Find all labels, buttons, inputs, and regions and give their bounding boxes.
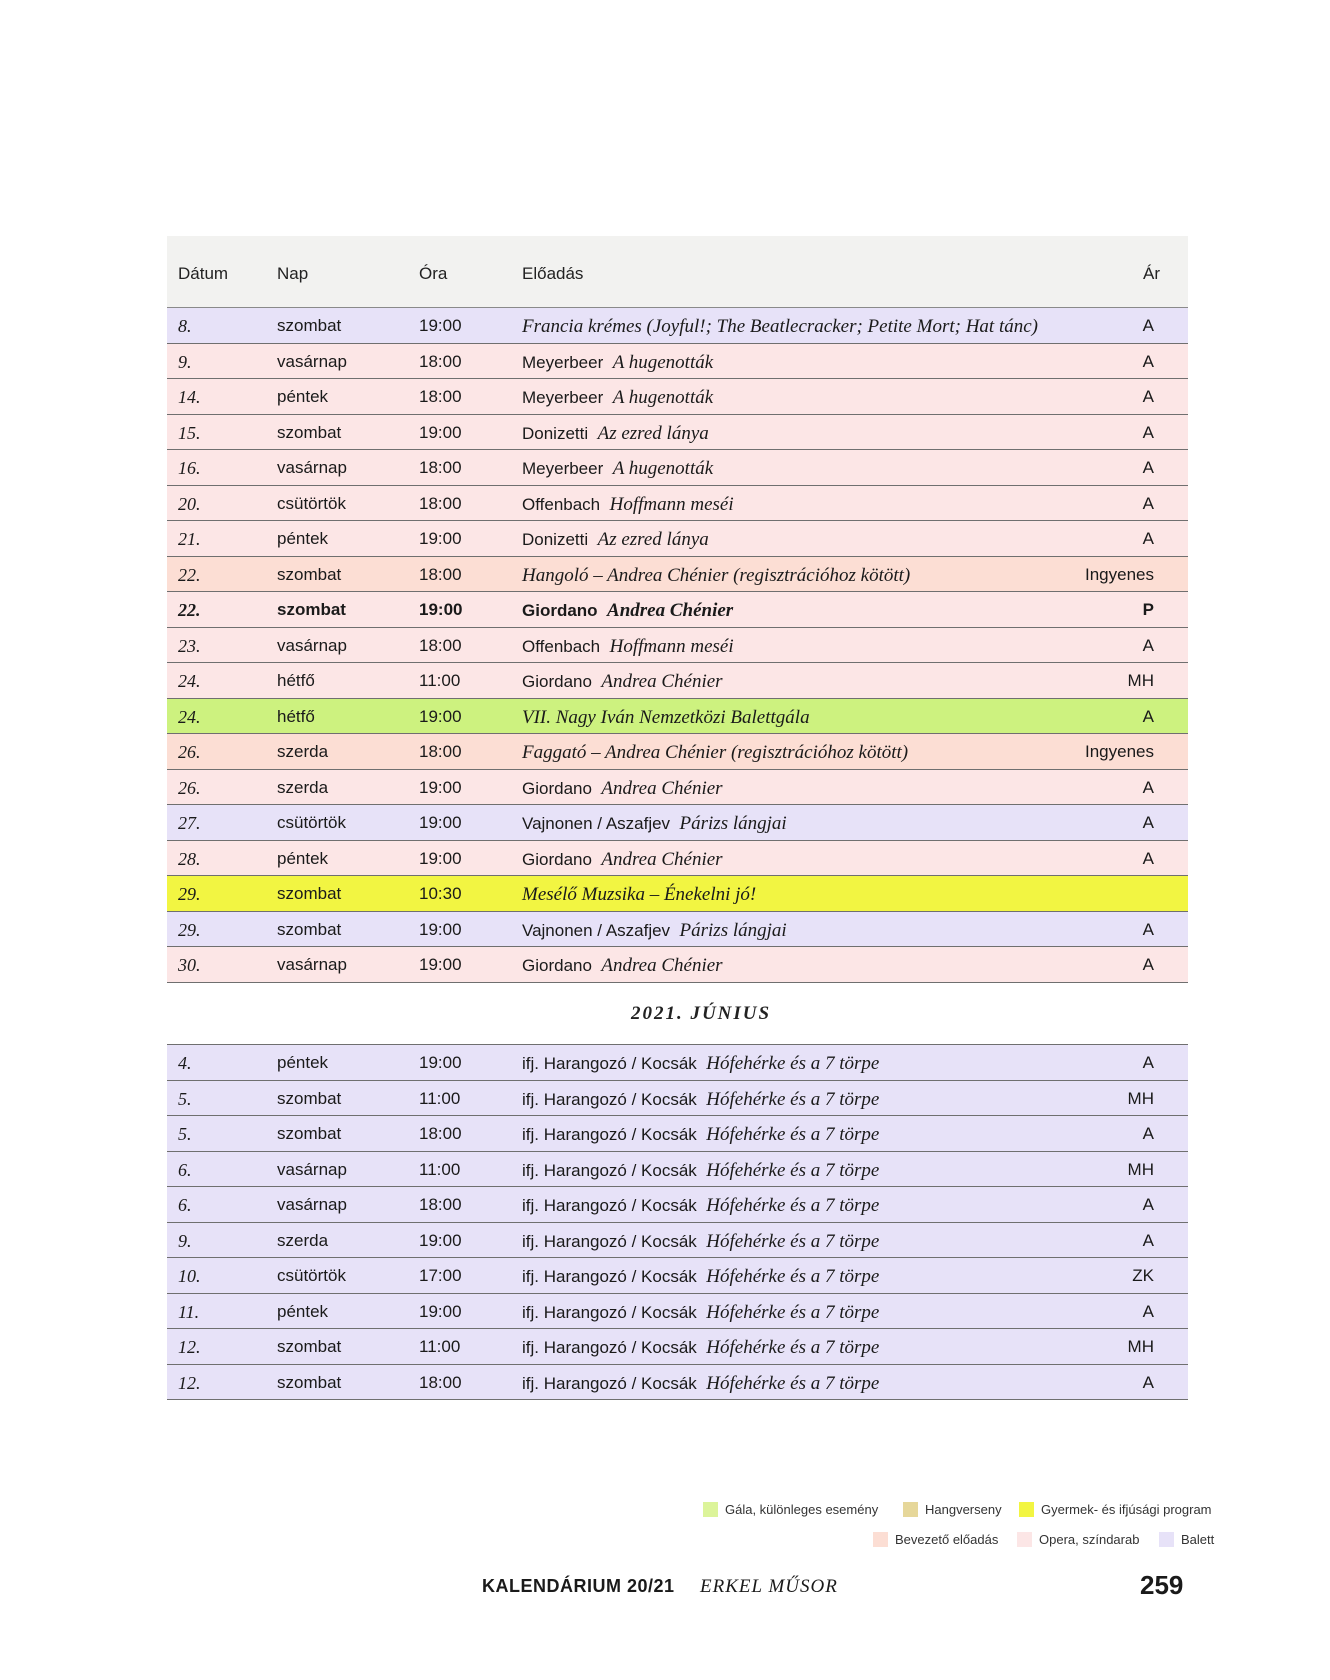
footer-subtitle: ERKEL MŰSOR — [700, 1576, 838, 1597]
schedule-row — [167, 1258, 1188, 1294]
may-rows — [167, 308, 1188, 983]
row-price: A — [1142, 1195, 1154, 1214]
row-price: A — [1142, 422, 1154, 442]
row-title: Hófehérke és a 7 törpe — [706, 1053, 880, 1074]
row-time: 10:30 — [419, 884, 462, 903]
row-date: 6. — [178, 1159, 192, 1180]
row-time: 19:00 — [419, 1301, 462, 1321]
row-day: vasárnap — [277, 1195, 347, 1214]
row-date: 4. — [178, 1053, 192, 1073]
row-title: Párizs lángjai — [679, 813, 787, 834]
schedule-row — [167, 1329, 1188, 1365]
row-time: 18:00 — [419, 387, 462, 406]
row-day: péntek — [277, 529, 329, 548]
row-composer: Vajnonen / Aszafjev — [522, 920, 671, 940]
row-performance — [522, 884, 756, 906]
row-composer: Meyerbeer — [522, 459, 604, 478]
june-rows — [167, 1044, 1188, 1400]
row-day: csütörtök — [277, 1266, 346, 1285]
row-price: A — [1142, 1372, 1154, 1392]
row-day: vasárnap — [277, 351, 347, 371]
row-date: 27. — [178, 813, 201, 833]
row-price: MH — [1127, 1159, 1154, 1179]
legend-label: Opera, színdarab — [1039, 1532, 1140, 1547]
row-price: MH — [1127, 1337, 1154, 1356]
page-number: 259 — [1140, 1570, 1184, 1600]
legend-swatch — [873, 1532, 888, 1547]
row-price: A — [1142, 529, 1154, 548]
row-date: 22. — [178, 564, 201, 585]
row-title: Mesélő Muzsika – Énekelni jó! — [522, 884, 757, 905]
row-price: A — [1142, 813, 1154, 832]
row-title: Hófehérke és a 7 törpe — [706, 1159, 880, 1181]
legend-item — [1159, 1532, 1214, 1547]
row-date: 30. — [178, 955, 201, 975]
row-composer: Meyerbeer — [522, 388, 604, 407]
row-title: Andrea Chénier — [601, 955, 723, 976]
row-title: A hugenották — [612, 351, 714, 373]
row-performance — [522, 742, 908, 764]
row-price: A — [1142, 919, 1154, 939]
row-time: 18:00 — [419, 1372, 462, 1392]
row-day: szerda — [277, 742, 329, 761]
row-performance — [522, 955, 723, 977]
row-composer: Giordano — [522, 849, 592, 869]
row-performance — [522, 707, 810, 729]
row-composer: Offenbach — [522, 636, 601, 656]
row-composer: Giordano — [522, 778, 592, 798]
row-day: hétfő — [277, 671, 315, 690]
schedule-row — [167, 876, 1188, 912]
row-performance — [522, 1302, 879, 1324]
schedule-row — [167, 1081, 1188, 1117]
row-composer: ifj. Harangozó / Kocsák — [522, 1338, 697, 1357]
schedule-row — [167, 734, 1188, 770]
row-day: vasárnap — [277, 1159, 347, 1179]
row-composer: Meyerbeer — [522, 352, 604, 372]
row-date: 6. — [178, 1195, 192, 1215]
row-composer: Offenbach — [522, 494, 601, 514]
row-date: 16. — [178, 458, 201, 478]
row-date: 26. — [178, 742, 201, 762]
legend-item — [873, 1532, 998, 1547]
row-date: 10. — [178, 1266, 201, 1286]
row-day: péntek — [277, 1301, 329, 1321]
row-date: 28. — [178, 848, 201, 869]
row-day: szerda — [277, 1230, 329, 1250]
row-date: 12. — [178, 1337, 201, 1357]
row-price: A — [1142, 1301, 1154, 1321]
row-title: Hófehérke és a 7 törpe — [706, 1372, 880, 1394]
row-title: Andrea Chénier — [607, 600, 734, 621]
row-performance — [522, 671, 723, 693]
row-composer: ifj. Harangozó / Kocsák — [522, 1267, 697, 1286]
legend-swatch — [903, 1502, 918, 1517]
row-time: 19:00 — [419, 316, 462, 335]
row-date: 15. — [178, 422, 201, 443]
schedule-row — [167, 1365, 1188, 1401]
schedule-row — [167, 379, 1188, 415]
row-date: 12. — [178, 1372, 201, 1393]
row-price: MH — [1127, 671, 1154, 690]
row-time: 18:00 — [419, 458, 462, 477]
row-performance — [522, 1231, 879, 1253]
header-date: Dátum — [178, 264, 229, 283]
legend-label: Hangverseny — [925, 1502, 1002, 1517]
schedule-row — [167, 805, 1188, 841]
schedule-row — [167, 415, 1188, 451]
legend-label: Gála, különleges esemény — [725, 1502, 879, 1517]
row-date: 5. — [178, 1124, 192, 1144]
row-time: 19:00 — [419, 955, 462, 974]
row-date: 9. — [178, 1230, 192, 1251]
row-day: szombat — [277, 1337, 342, 1356]
row-price: A — [1142, 493, 1154, 513]
row-time: 18:00 — [419, 1195, 462, 1214]
row-price: A — [1142, 351, 1154, 371]
row-performance — [522, 1195, 879, 1217]
schedule-row — [167, 592, 1188, 628]
row-price: A — [1142, 316, 1154, 335]
row-time: 11:00 — [419, 671, 461, 690]
row-performance — [522, 920, 787, 942]
row-day: szombat — [277, 316, 342, 335]
row-time: 18:00 — [419, 564, 462, 584]
legend-item — [703, 1502, 878, 1517]
row-performance — [522, 1266, 879, 1288]
row-title: Az ezred lánya — [597, 529, 709, 550]
schedule-row — [167, 1223, 1188, 1259]
legend-label: Bevezető előadás — [895, 1532, 999, 1547]
row-performance — [522, 778, 723, 800]
row-date: 26. — [178, 777, 201, 798]
row-date: 29. — [178, 884, 201, 904]
row-date: 21. — [178, 529, 201, 549]
row-time: 19:00 — [419, 813, 462, 832]
row-title: Faggató – Andrea Chénier (regisztrációhoz kötött) — [522, 742, 909, 763]
row-time: 18:00 — [419, 351, 462, 371]
row-day: szombat — [277, 1088, 342, 1108]
schedule-row — [167, 699, 1188, 735]
schedule-row — [167, 947, 1188, 983]
row-performance — [522, 1337, 879, 1359]
row-price: A — [1142, 955, 1154, 974]
schedule-row — [167, 344, 1188, 380]
row-date: 8. — [178, 316, 192, 336]
row-day: vasárnap — [277, 635, 347, 655]
row-day: szombat — [277, 919, 342, 939]
row-time: 18:00 — [419, 742, 462, 761]
row-day: szombat — [277, 422, 342, 442]
header-time: Óra — [419, 264, 448, 283]
row-composer: Vajnonen / Aszafjev — [522, 814, 671, 833]
row-time: 11:00 — [419, 1088, 461, 1108]
row-composer: ifj. Harangozó / Kocsák — [522, 1089, 697, 1109]
row-date: 9. — [178, 351, 192, 372]
row-performance — [522, 849, 723, 871]
row-title: Hófehérke és a 7 törpe — [706, 1195, 880, 1216]
row-performance — [522, 352, 713, 374]
row-title: Hófehérke és a 7 törpe — [706, 1230, 880, 1252]
row-title: VII. Nagy Iván Nemzetközi Balettgála — [522, 706, 810, 728]
row-performance — [522, 1160, 879, 1182]
row-performance — [522, 1373, 879, 1395]
row-date: 22. — [178, 600, 201, 620]
header-day: Nap — [277, 264, 309, 283]
row-performance — [522, 494, 734, 516]
schedule-row — [167, 912, 1188, 948]
row-price: A — [1142, 387, 1154, 406]
header-price: Ár — [1143, 264, 1160, 283]
row-composer: ifj. Harangozó / Kocsák — [522, 1302, 697, 1322]
legend-label: Gyermek- és ifjúsági program — [1041, 1502, 1212, 1517]
row-price: A — [1142, 706, 1154, 726]
row-performance — [522, 316, 1038, 338]
row-performance — [522, 565, 910, 587]
row-price: Ingyenes — [1085, 564, 1154, 584]
may-schedule-table — [167, 236, 1188, 983]
schedule-row — [167, 1045, 1188, 1081]
row-day: csütörtök — [277, 813, 346, 832]
row-time: 19:00 — [419, 1230, 462, 1250]
row-composer: ifj. Harangozó / Kocsák — [522, 1160, 697, 1180]
row-date: 5. — [178, 1088, 192, 1109]
table-header — [167, 236, 1188, 308]
row-day: hétfő — [277, 706, 315, 726]
row-performance — [522, 1089, 879, 1111]
row-day: szombat — [277, 600, 346, 619]
row-title: Hófehérke és a 7 törpe — [706, 1124, 880, 1145]
row-day: szerda — [277, 777, 329, 797]
row-performance — [522, 813, 787, 835]
row-title: Hófehérke és a 7 törpe — [706, 1088, 880, 1110]
footer-brand: KALENDÁRIUM 20/21 — [482, 1576, 675, 1596]
row-performance — [522, 636, 734, 658]
row-date: 14. — [178, 387, 201, 407]
row-composer: Donizetti — [522, 423, 589, 443]
row-title: Francia krémes (Joyful!; The Beatlecracker; Petite Mort; Hat tánc) — [522, 316, 1038, 337]
june-section-title: 2021. JÚNIUS — [630, 1003, 772, 1024]
legend-swatch — [1017, 1532, 1032, 1547]
row-title: Andrea Chénier — [601, 848, 723, 870]
row-price: A — [1142, 458, 1154, 477]
row-time: 19:00 — [419, 777, 462, 797]
row-day: péntek — [277, 1053, 329, 1072]
legend-item — [1019, 1502, 1212, 1517]
row-day: szombat — [277, 564, 342, 584]
row-day: szombat — [277, 884, 342, 903]
row-performance — [522, 1053, 879, 1075]
row-performance — [522, 600, 733, 622]
row-day: szombat — [277, 1124, 342, 1143]
row-time: 19:00 — [419, 1053, 462, 1072]
row-day: szombat — [277, 1372, 342, 1392]
row-composer: ifj. Harangozó / Kocsák — [522, 1054, 697, 1073]
schedule-row — [167, 557, 1188, 593]
legend-swatch — [1159, 1532, 1174, 1547]
row-day: vasárnap — [277, 458, 347, 477]
schedule-row — [167, 1116, 1188, 1152]
row-composer: Giordano — [522, 601, 598, 620]
row-day: péntek — [277, 387, 329, 406]
row-composer: Giordano — [522, 672, 592, 691]
row-price: A — [1142, 848, 1154, 868]
row-time: 19:00 — [419, 529, 462, 548]
row-performance — [522, 423, 709, 445]
row-time: 18:00 — [419, 493, 462, 513]
schedule-row — [167, 1152, 1188, 1188]
schedule-row — [167, 628, 1188, 664]
row-time: 17:00 — [419, 1266, 462, 1285]
row-price: A — [1142, 777, 1154, 797]
row-composer: ifj. Harangozó / Kocsák — [522, 1125, 697, 1144]
row-title: Hoffmann meséi — [609, 493, 734, 515]
row-composer: ifj. Harangozó / Kocsák — [522, 1196, 697, 1215]
row-title: Hófehérke és a 7 törpe — [706, 1266, 880, 1287]
row-title: A hugenották — [612, 458, 714, 479]
schedule-row — [167, 308, 1188, 344]
row-composer: ifj. Harangozó / Kocsák — [522, 1373, 697, 1393]
row-time: 11:00 — [419, 1159, 461, 1179]
row-date: 11. — [178, 1301, 200, 1322]
row-composer: Giordano — [522, 956, 592, 975]
row-day: vasárnap — [277, 955, 347, 974]
schedule-row — [167, 1294, 1188, 1330]
row-date: 24. — [178, 706, 201, 727]
schedule-row — [167, 521, 1188, 557]
row-performance — [522, 529, 709, 551]
row-title: A hugenották — [612, 387, 714, 408]
row-time: 18:00 — [419, 635, 462, 655]
row-time: 19:00 — [419, 919, 462, 939]
legend-item — [903, 1502, 1002, 1517]
schedule-row — [167, 841, 1188, 877]
schedule-row — [167, 663, 1188, 699]
row-title: Hófehérke és a 7 törpe — [706, 1301, 880, 1323]
row-time: 19:00 — [419, 848, 462, 868]
row-date: 29. — [178, 919, 201, 940]
header-performance: Előadás — [522, 264, 584, 283]
row-price: MH — [1127, 1088, 1154, 1108]
row-title: Hangoló – Andrea Chénier (regisztrációhoz kötött) — [522, 564, 911, 586]
row-time: 19:00 — [419, 706, 462, 726]
row-composer: ifj. Harangozó / Kocsák — [522, 1231, 697, 1251]
row-title: Hoffmann meséi — [609, 635, 734, 657]
row-price: A — [1142, 1053, 1154, 1072]
row-time: 19:00 — [419, 600, 463, 619]
row-title: Az ezred lánya — [597, 422, 709, 444]
row-time: 18:00 — [419, 1124, 462, 1143]
row-composer: Donizetti — [522, 530, 589, 549]
june-schedule-table — [167, 1044, 1188, 1400]
row-title: Andrea Chénier — [601, 671, 723, 692]
row-price: A — [1142, 1124, 1154, 1143]
row-date: 20. — [178, 493, 201, 514]
row-title: Andrea Chénier — [601, 777, 723, 799]
row-price: Ingyenes — [1085, 742, 1154, 761]
row-performance — [522, 458, 713, 480]
legend-item — [1017, 1532, 1139, 1547]
row-title: Hófehérke és a 7 törpe — [706, 1337, 880, 1358]
row-day: péntek — [277, 848, 329, 868]
schedule-row — [167, 450, 1188, 486]
row-price: P — [1142, 600, 1154, 619]
row-performance — [522, 1124, 879, 1146]
schedule-row — [167, 486, 1188, 522]
legend-label: Balett — [1181, 1532, 1215, 1547]
row-date: 23. — [178, 635, 201, 656]
row-price: ZK — [1132, 1266, 1154, 1285]
row-time: 11:00 — [419, 1337, 461, 1356]
row-title: Párizs lángjai — [679, 919, 787, 941]
schedule-row — [167, 1187, 1188, 1223]
row-time: 19:00 — [419, 422, 462, 442]
schedule-row — [167, 770, 1188, 806]
row-day: csütörtök — [277, 493, 346, 513]
legend-swatch — [703, 1502, 718, 1517]
row-date: 24. — [178, 671, 201, 691]
legend-swatch — [1019, 1502, 1034, 1517]
row-performance — [522, 387, 713, 409]
row-price: A — [1142, 635, 1154, 655]
row-price: A — [1142, 1230, 1154, 1250]
